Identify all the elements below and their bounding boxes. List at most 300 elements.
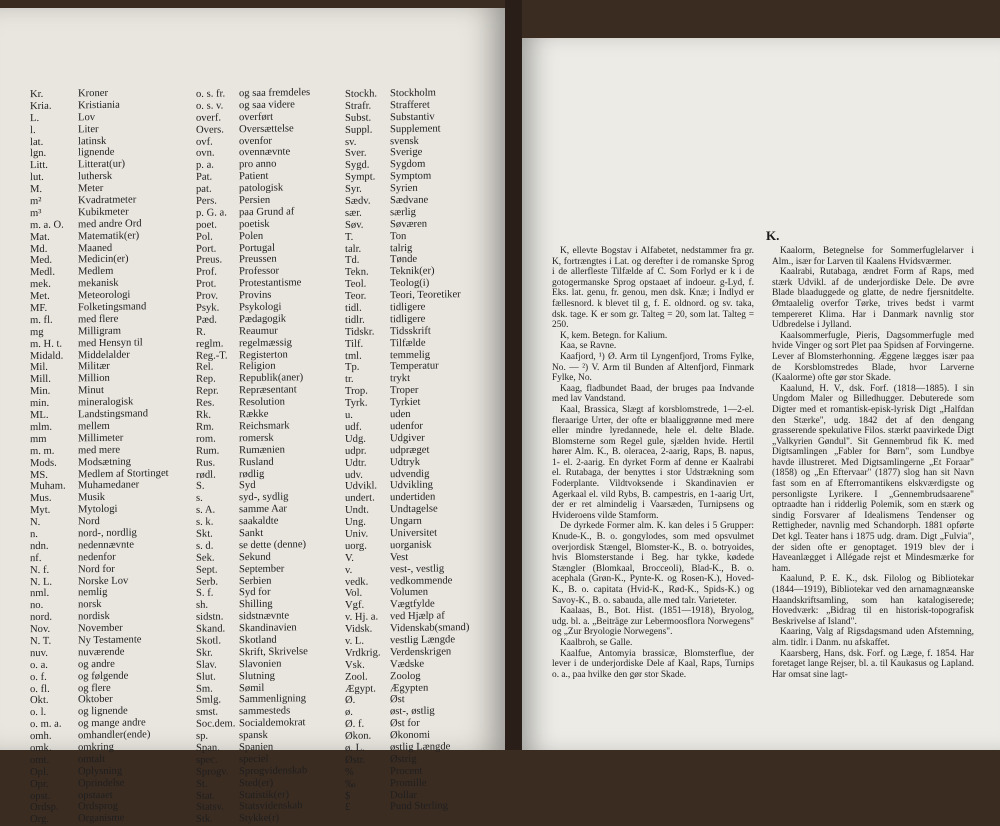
abbreviation: Med. (30, 255, 53, 267)
abbreviation-meaning: Vædske (390, 658, 425, 671)
abbreviation-meaning: Psykologi (239, 301, 282, 314)
abbreviation: omh. (30, 730, 52, 743)
abbreviation-entry (345, 289, 469, 303)
abbreviation: o. s. fr. (196, 88, 226, 100)
abbreviation: Midald. (30, 350, 64, 362)
abbreviation: M. (30, 184, 43, 196)
abbreviation: Pæd. (196, 314, 217, 326)
abbreviation: Mods. (30, 457, 57, 469)
abbreviation-meaning: Million (78, 373, 110, 385)
abbreviation-meaning: Mytologi (78, 503, 118, 516)
abbreviation-meaning: Meter (78, 183, 104, 195)
abbreviation-meaning: Sted(er) (239, 777, 274, 789)
abbreviation-meaning: Øst for (390, 718, 420, 730)
abbreviation: s. (196, 493, 203, 505)
abbreviation: mlm. (30, 421, 53, 434)
abbreviation-meaning: nord-, nordlig (78, 527, 137, 540)
abbreviation: Udvikl. (345, 480, 378, 493)
abbreviation-meaning: nordisk (78, 611, 110, 623)
abbreviation-meaning: Muhamedaner (78, 479, 140, 492)
abbreviation-meaning: Tønde (390, 254, 418, 266)
abbreviation: Sygd. (345, 159, 370, 172)
abbreviation-meaning: Udgiver (390, 432, 425, 445)
abbreviation-meaning: udpræget (390, 444, 430, 456)
abbreviation-entry (345, 800, 469, 814)
abbreviation: pat. (196, 183, 212, 196)
abbreviation-meaning: speciel (239, 753, 269, 766)
abbreviation-meaning: ovenfor (239, 135, 272, 147)
encyclopedia-entry: K, kem. Betegn. for Kalium. (560, 330, 668, 341)
abbreviation-meaning: norsk (78, 599, 102, 611)
abbreviation-meaning: vedkommende (390, 574, 453, 587)
abbreviation: Min. (30, 386, 51, 398)
entries-right-column (772, 246, 974, 680)
abbreviation-meaning: regelmæssig (239, 337, 292, 349)
abbreviation-meaning: øst-, østlig (390, 705, 435, 718)
abbreviation-meaning: Statsvidenskab (239, 800, 303, 813)
abbreviation-meaning: Symptom (390, 170, 432, 183)
abbreviation: m. H. t. (30, 338, 63, 350)
abbreviation-meaning: Verdenskrigen (390, 646, 452, 659)
abbreviation-meaning: Pædagogik (239, 313, 287, 326)
abbreviation-meaning: tidligere (390, 301, 426, 314)
abbreviation-meaning: Millimeter (78, 432, 124, 445)
abbreviation: o. f. (30, 671, 47, 683)
abbreviation: Sek. (196, 552, 215, 564)
abbreviation-meaning: Nord for (78, 563, 115, 575)
left-page-abbreviations (0, 8, 505, 826)
abbreviation: poet. (196, 219, 217, 231)
abbreviation: Sept. (196, 564, 218, 576)
abbreviation-meaning: Rusland (239, 456, 274, 468)
abbreviation: Reg.-T. (196, 349, 228, 362)
abbreviation-meaning: overført (239, 111, 274, 124)
abbreviation: Sver. (345, 148, 367, 160)
abbreviation-meaning: Nord (78, 516, 100, 528)
encyclopedia-entry: Kaafjord, ¹) Ø. Arm til Lyngenfjord, Troms Fylke, No. — ²) V. Arm til Bunden af Altenfjord, Finmark Fylke, No. (552, 351, 754, 384)
abbreviation: £ (345, 802, 351, 814)
abbreviation-meaning: Sædvane (390, 194, 429, 207)
abbreviation: Søv. (345, 219, 364, 231)
abbreviation: o. fl. (30, 683, 50, 695)
abbreviation-meaning: rødlig (239, 468, 265, 480)
abbreviation-meaning: Shilling (239, 598, 273, 611)
abbreviation-meaning: omkring (78, 741, 114, 754)
abbreviation: Opl. (30, 766, 49, 778)
abbreviation: Rm. (196, 421, 214, 433)
abbreviation-meaning: syd-, sydlig (239, 491, 289, 504)
abbreviation-meaning: mineralogisk (78, 396, 134, 409)
abbreviation: Udg. (345, 433, 366, 445)
abbreviation-column-2 (196, 87, 310, 826)
abbreviation: Mil. (30, 362, 48, 374)
abbreviation: tr. (345, 374, 354, 386)
abbreviation: talr. (345, 243, 362, 255)
abbreviation: ovn. (196, 148, 215, 160)
abbreviation: m. fl. (30, 314, 53, 327)
abbreviation-entry (345, 646, 469, 660)
abbreviation: ndn. (30, 540, 49, 552)
abbreviation-meaning: Strafferet (390, 99, 430, 112)
abbreviation-meaning: saakaldte (239, 515, 279, 528)
abbreviation: Vol. (345, 588, 363, 600)
abbreviation: Østr. (345, 754, 366, 766)
abbreviation-meaning: Tidsskrift (390, 325, 431, 338)
abbreviation-meaning: Preussen (239, 254, 277, 266)
abbreviation-entry (196, 539, 310, 553)
abbreviation-meaning: Ungarn (390, 515, 422, 528)
abbreviation-meaning: med mere (78, 444, 121, 457)
abbreviation-meaning: Republik(aner) (239, 372, 304, 385)
abbreviation-meaning: Oplysning (78, 765, 123, 778)
encyclopedia-entry: Kaalsommerfugle, Pieris, Dagsommerfugle med hvide Vinger og sort Plet paa Spidsen af Forvingerne. Lever af Blomsterhonning. Æggene lægges især paa de Korsblomstredes Blade, hvor Larverne (Kaalorme) ofte gør stor Skade. (772, 330, 974, 384)
abbreviation-meaning: med flere (78, 313, 119, 326)
abbreviation: udpr. (345, 445, 367, 457)
abbreviation-meaning: Sammenligning (239, 693, 307, 706)
abbreviation: Span. (196, 742, 220, 754)
abbreviation: sær. (345, 207, 362, 219)
abbreviation-meaning: Sømil (239, 682, 265, 694)
abbreviation-meaning: Polen (239, 230, 264, 242)
abbreviation: nml. (30, 588, 50, 600)
abbreviation-meaning: nedennævnte (78, 539, 134, 552)
abbreviation-meaning: Ton (390, 230, 407, 242)
abbreviation: nf. (30, 552, 42, 564)
abbreviation-meaning: Militær (78, 361, 110, 373)
abbreviation: Myt. (30, 504, 51, 517)
abbreviation-meaning: Dollar (390, 789, 418, 801)
encyclopedia-entry: Kaalorm, Betegnelse for Sommerfuglelarver i Alm., især for Larven til Kaalens Hvidsværmer. (772, 246, 974, 267)
abbreviation: Vidsk. (345, 623, 373, 636)
abbreviation: lgn. (30, 148, 47, 160)
abbreviation-meaning: Skotland (239, 634, 277, 647)
abbreviation: V. (345, 552, 354, 564)
abbreviation-meaning: Procent (390, 765, 423, 778)
abbreviation-meaning: Sverige (390, 147, 423, 159)
abbreviation-meaning: Zoolog (390, 670, 421, 682)
abbreviation-meaning: Østrig (390, 753, 417, 766)
abbreviation: Repr. (196, 385, 219, 398)
abbreviation-meaning: Kroner (78, 87, 109, 100)
abbreviation-meaning: Folketingsmand (78, 301, 147, 314)
abbreviation-meaning: Oversættelse (239, 123, 294, 135)
abbreviation-meaning: Matematik(er) (78, 230, 140, 243)
abbreviation: St. (196, 778, 208, 790)
abbreviation-meaning: med Hensyn til (78, 337, 143, 350)
abbreviation: Skand. (196, 623, 226, 635)
abbreviation-meaning: Vægtfylde (390, 598, 435, 611)
abbreviation: min. (30, 397, 50, 410)
abbreviation: m. m. (30, 445, 55, 457)
abbreviation: rødl. (196, 469, 216, 481)
encyclopedia-entry: Kaag, fladbundet Baad, der bruges paa Indvande med lav Vandstand. (552, 383, 754, 405)
abbreviation: udf. (345, 421, 362, 433)
abbreviation-meaning: Promille (390, 777, 427, 789)
abbreviation: N. T. (30, 635, 52, 648)
abbreviation: Nov. (30, 623, 51, 636)
abbreviation-meaning: Sankt (239, 527, 264, 540)
abbreviation: o. l. (30, 707, 47, 719)
abbreviation-meaning: Vest (390, 551, 409, 564)
abbreviation: Stockh. (345, 88, 378, 100)
abbreviation-meaning: Oktober (78, 694, 113, 706)
abbreviation-meaning: undertiden (390, 491, 436, 504)
abbreviation-meaning: latinsk (78, 135, 107, 147)
abbreviation: Preus. (196, 254, 223, 267)
abbreviation: ø. (345, 707, 353, 719)
abbreviation: ovf. (196, 136, 213, 148)
abbreviation: Met. (30, 290, 50, 303)
abbreviation-meaning: uorganisk (390, 539, 432, 552)
abbreviation: Mill. (30, 374, 51, 386)
abbreviation-meaning: Syd (239, 480, 256, 492)
abbreviation-meaning: Universitet (390, 527, 438, 540)
abbreviation: udv. (345, 469, 363, 481)
abbreviation-meaning: Landstingsmand (78, 408, 149, 421)
abbreviation: Overs. (196, 124, 224, 136)
abbreviation-meaning: se dette (denne) (239, 539, 307, 552)
abbreviation-meaning: Resolution (239, 396, 285, 409)
abbreviation: N. f. (30, 564, 50, 576)
abbreviation-meaning: Milligram (78, 325, 121, 338)
abbreviation-meaning: talrig (390, 242, 413, 254)
abbreviation: Mat. (30, 231, 50, 243)
abbreviation: Skt. (196, 528, 213, 540)
abbreviation-meaning: Serbien (239, 575, 272, 587)
abbreviation-meaning: Søværen (390, 218, 428, 231)
abbreviation-meaning: og andre (78, 658, 115, 671)
abbreviation: Økon. (345, 730, 372, 743)
encyclopedia-entry: Kaal, Brassica, Slægt af korsblomstrede, 1—2-el. fleraarige Urter, der ofte er blaaliggrønne med mere eller mindre lyredannede, hele el. delte Blade. Blomsterne som Regel gule, sjælden hvide. Hertil hører Alm. K., B. oleracea, 2-aarig, Raps, B. napus, 1- el. 2-aarig. En dyrket Form af denne er Kaalrabi el. Rutabaga, der benyttes i stor Udstrækning som Foderplante. Vildtvoksende i Skandinavien er Agerkaal el. vild Rybs, B. campestris, en 1-aarig Urt, der er ret almindelig i Vaarsæden, Turnipsens og Hvideroens vilde Stamform. (552, 404, 754, 521)
abbreviation: uorg. (345, 540, 367, 552)
abbreviation-meaning: Organisme (78, 812, 125, 825)
abbreviation-meaning: Økonomi (390, 729, 431, 742)
abbreviation-meaning: Litterat(ur) (78, 158, 126, 171)
abbreviation-meaning: Pund Sterling (390, 800, 448, 813)
abbreviation-meaning: udvendig (390, 468, 430, 480)
abbreviation-meaning: Religion (239, 361, 276, 373)
abbreviation-meaning: Sekund (239, 551, 271, 563)
abbreviation: Muham. (30, 480, 66, 493)
abbreviation: Opr. (30, 778, 49, 790)
abbreviation-meaning: Øst (390, 694, 405, 706)
encyclopedia-entry: Kaalbroh, se Galle. (560, 637, 633, 648)
abbreviation-meaning: Reichsmark (239, 420, 290, 433)
abbreviation-meaning: Volumen (390, 587, 429, 599)
abbreviation: undert. (345, 492, 375, 505)
abbreviation-meaning: østlig Længde (390, 741, 451, 754)
abbreviation-entry (196, 622, 310, 636)
abbreviation: Kria. (30, 100, 52, 112)
abbreviation: Pat. (196, 171, 213, 184)
abbreviation: N. (30, 516, 41, 529)
encyclopedia-entry: Kaa, se Ravne. (560, 341, 617, 352)
abbreviation-meaning: sidstnævnte (239, 610, 290, 623)
abbreviation-meaning: tidligere (390, 313, 426, 326)
abbreviation: reglm. (196, 338, 224, 350)
abbreviation: Teol. (345, 278, 367, 291)
abbreviation: T. (345, 231, 354, 243)
abbreviation-entry (196, 765, 310, 779)
abbreviation-meaning: svensk (390, 135, 419, 147)
abbreviation: nord. (30, 611, 53, 624)
abbreviation: o. s. v. (196, 100, 224, 112)
abbreviation-meaning: romersk (239, 432, 274, 445)
abbreviation: Port. (196, 243, 217, 255)
abbreviation: Stk. (196, 813, 213, 826)
abbreviation-meaning: September (239, 563, 285, 575)
abbreviation-meaning: Slutning (239, 670, 275, 682)
abbreviation-meaning: Stockholm (390, 87, 436, 100)
abbreviation: Rk. (196, 409, 212, 421)
abbreviation: Subst. (345, 112, 372, 124)
abbreviation-meaning: Professor (239, 265, 280, 278)
abbreviation-meaning: pro anno (239, 158, 277, 171)
abbreviation-meaning: Patient (239, 170, 269, 183)
abbreviation: Slut. (196, 671, 216, 683)
abbreviation-meaning: og flere (78, 682, 111, 694)
abbreviation: Td. (345, 255, 360, 267)
abbreviation-meaning: mellem (78, 420, 110, 433)
abbreviation: opst. (30, 790, 51, 802)
abbreviation: Tyrk. (345, 397, 368, 410)
abbreviation-meaning: sammesteds (239, 705, 291, 718)
abbreviation: Res. (196, 397, 215, 410)
abbreviation-entry (196, 123, 310, 137)
abbreviation-meaning: nuværende (78, 646, 125, 659)
abbreviation-meaning: mekanisk (78, 277, 119, 290)
encyclopedia-entry: K, ellevte Bogstav i Alfabetet, nedstammer fra gr. K, fortrængtes i Lat. og derefter i de romanske Sprog i de allerfleste Tilfælde af C. Som Forlyd er k i de gotogermanske Sprog opstaaet af indoeur. g-Lyd, f. Eks. lat. genu, fr. genou, men dsk. Knæ; i Indlyd er fællesnord. k blevet til g, f. E. oldnord. og sv. taka, dsk. tage. K er som gr. Talteg = 20, som lat. Talteg = 250. (552, 246, 754, 331)
abbreviation: v. (345, 564, 353, 576)
abbreviation: m. a. O. (30, 219, 64, 231)
abbreviation: Stat. (196, 790, 216, 802)
abbreviation-meaning: og mange andre (78, 717, 146, 730)
abbreviation: Pers. (196, 195, 217, 207)
abbreviation-entry (30, 729, 169, 743)
section-heading: K. (766, 228, 780, 243)
abbreviation-meaning: Syrien (390, 182, 418, 195)
abbreviation: Teor. (345, 290, 367, 303)
abbreviation-meaning: temmelig (390, 349, 431, 361)
abbreviation-entry (30, 408, 169, 422)
abbreviation-meaning: patologisk (239, 182, 284, 195)
abbreviation-meaning: Socialdemokrat (239, 717, 306, 730)
abbreviation: ø. L. (345, 742, 365, 754)
abbreviation-meaning: trykt (390, 373, 411, 385)
abbreviation-entry (196, 694, 310, 708)
abbreviation: Vrdkrig. (345, 647, 381, 659)
abbreviation: Pol. (196, 231, 213, 243)
abbreviation: Sympt. (345, 171, 376, 184)
abbreviation-meaning: nedenfor (78, 551, 116, 564)
abbreviation: Serb. (196, 576, 219, 588)
abbreviation-meaning: Skrift, Skrivelse (239, 645, 308, 659)
abbreviation: Smlg. (196, 694, 222, 707)
abbreviation-meaning: luthersk (78, 171, 113, 183)
abbreviation: Tp. (345, 362, 360, 374)
abbreviation-meaning: Norske Lov (78, 575, 129, 587)
abbreviation-meaning: Maaned (78, 242, 113, 254)
abbreviation-meaning: og saa videre (239, 99, 295, 112)
abbreviation: Sædv. (345, 195, 371, 207)
abbreviation: ML. (30, 409, 49, 422)
abbreviation-meaning: Rumænien (239, 444, 285, 456)
abbreviation-meaning: Videnskab(smand) (390, 622, 470, 635)
abbreviation: Ø. f. (345, 718, 365, 731)
abbreviation-entry (196, 812, 310, 826)
abbreviation-meaning: vest-, vestlig (390, 563, 445, 575)
abbreviation: MF. (30, 302, 48, 315)
abbreviation-meaning: poetisk (239, 218, 270, 231)
abbreviation: S. f. (196, 588, 214, 600)
abbreviation: Medl. (30, 267, 56, 279)
abbreviation: spec. (196, 754, 218, 766)
encyclopedia-entry: Kaalfue, Antomyia brassicæ, Blomsterflue, der lever i de underjordiske Dele af Kaal, Raps, Turnips o. a., paa hvilke den gør stor Skade. (552, 648, 754, 680)
abbreviation: p. a. (196, 159, 214, 172)
abbreviation: lut. (30, 172, 44, 184)
abbreviation: v. Hj. a. (345, 611, 379, 624)
abbreviation: Prov. (196, 290, 218, 303)
abbreviation-entry (196, 801, 310, 815)
abbreviation: % (345, 766, 354, 778)
abbreviation-meaning: Reaumur (239, 325, 278, 338)
abbreviation: Prot. (196, 278, 217, 291)
abbreviation-meaning: Supplement (390, 123, 441, 135)
abbreviation: Statsv. (196, 801, 224, 814)
abbreviation-meaning: Troper (390, 385, 419, 397)
abbreviation-meaning: Minut (78, 385, 104, 397)
abbreviation: Sprogv. (196, 766, 229, 778)
abbreviation: p. G. a. (196, 207, 227, 219)
abbreviation: sv. (345, 136, 357, 148)
abbreviation-meaning: Repræsentant (239, 384, 297, 397)
abbreviation: Ung. (345, 516, 366, 529)
abbreviation: Ø. (345, 695, 356, 707)
abbreviation: nuv. (30, 647, 48, 659)
abbreviation: Slav. (196, 659, 217, 671)
abbreviation: m² (30, 195, 42, 208)
abbreviation: Okt. (30, 695, 49, 707)
abbreviation: mek. (30, 279, 51, 291)
abbreviation: Ordsp. (30, 802, 59, 814)
abbreviation-entry (196, 277, 310, 291)
abbreviation: Tekn. (345, 266, 369, 279)
abbreviation: o. m. a. (30, 718, 62, 731)
abbreviation: Zool. (345, 671, 368, 683)
entries-left-column (552, 246, 754, 680)
abbreviation-meaning: Modsætning (78, 456, 131, 468)
abbreviation: Rum. (196, 445, 220, 457)
abbreviation-meaning: særlig (390, 206, 416, 219)
abbreviation-meaning: Ny Testamente (78, 634, 142, 647)
abbreviation: overf. (196, 112, 221, 124)
abbreviation-entry (30, 812, 169, 826)
abbreviation: Md. (30, 243, 48, 255)
abbreviation-meaning: Tyrkiet (390, 396, 421, 409)
abbreviation-meaning: Skandinavien (239, 622, 297, 635)
encyclopedia-entry: De dyrkede Former alm. K. kan deles i 5 Grupper: Knude-K., B. o. gongylodes, som med opsvulmet overjordisk Stængel, Blomster-K., B. o. botryoides, hvis Blomsterstande i Beg. har tykke, kødede Stængler (Blomkaal, Brocceoli), Blad-K., B. o. acephala (Grøn-K., Pynte-K. og Rosen-K.), Hoved-K., B. o. capitata (Hvid-K., Rød-K., Spids-K.) og Savoy-K., B. o. sabauda, alle med talr. Varieteter. (552, 521, 754, 606)
abbreviation: Syr. (345, 183, 362, 196)
abbreviation-meaning: Teori, Teoretiker (390, 289, 461, 302)
abbreviation: v. L. (345, 635, 365, 647)
abbreviation-meaning: Persien (239, 194, 271, 207)
abbreviation-meaning: Statistik(er) (239, 788, 290, 801)
abbreviation-meaning: lignende (78, 147, 115, 159)
abbreviation-column-1 (30, 87, 169, 826)
abbreviation: sidstn. (196, 611, 224, 624)
abbreviation: Sm. (196, 683, 213, 695)
abbreviation-meaning: nemlig (78, 587, 108, 599)
